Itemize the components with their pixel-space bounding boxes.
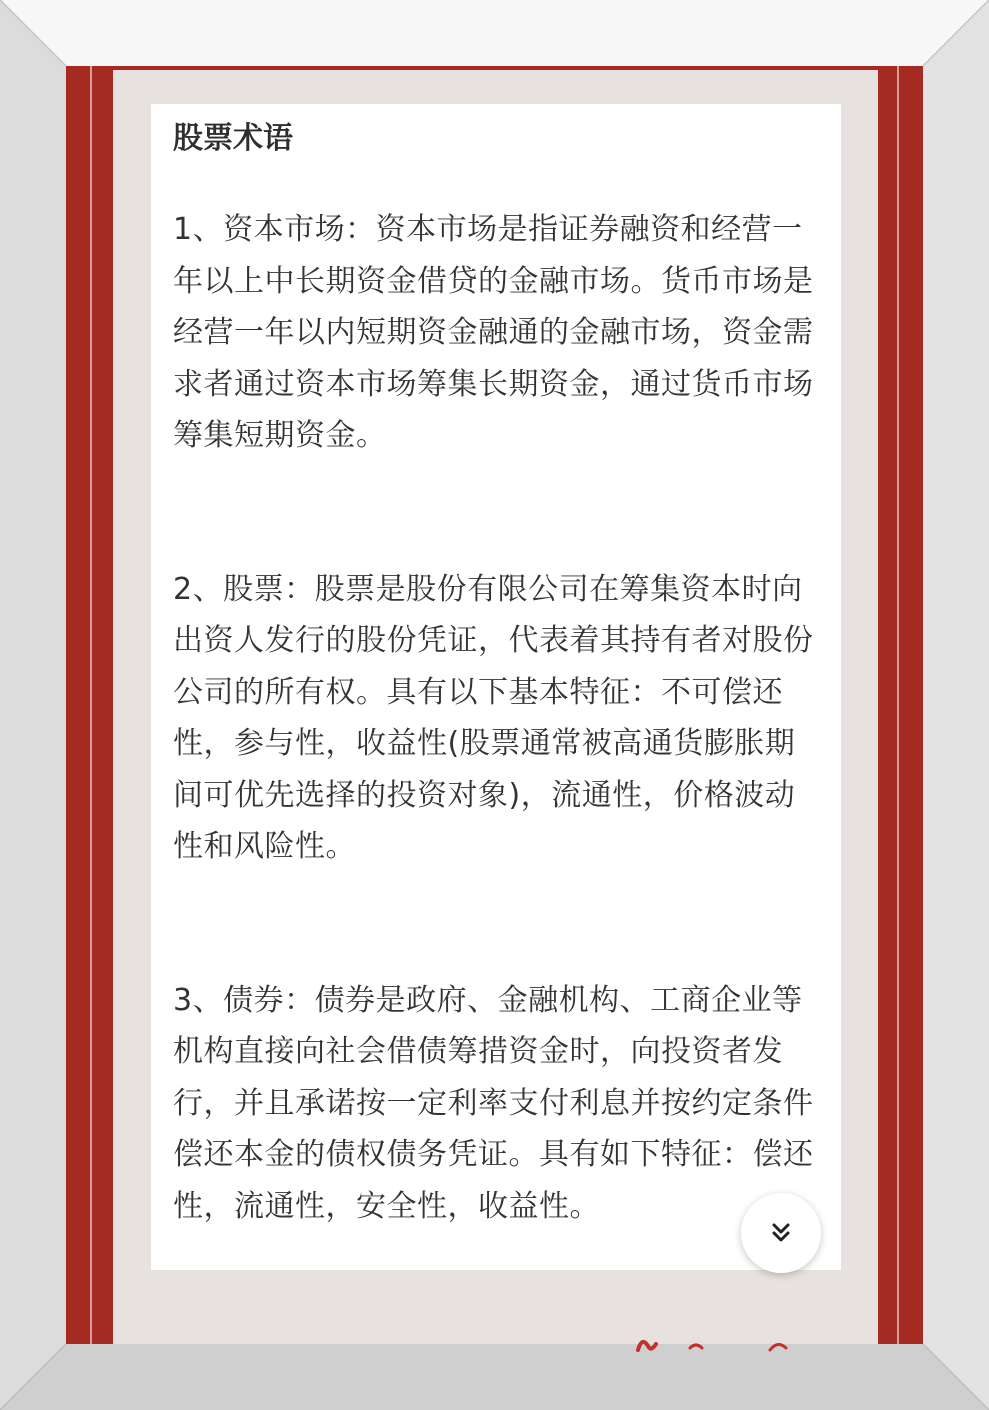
article-title: 股票术语 — [173, 121, 293, 156]
article-card — [151, 104, 841, 1270]
paragraph-capital-market: 1、资本市场：资本市场是指证券融资和经营一年以上中长期资金借贷的金融市场。货币市场是经营一年以内短期资金融通的金融市场，资金需求者通过资本市场筹集长期资金，通过货币市场筹集短期资金。 — [173, 212, 814, 453]
paragraph-stock: 2、股票：股票是股份有限公司在筹集资本时向出资人发行的股份凭证，代表着其持有者对股份公司的所有权。具有以下基本特征：不可偿还性，参与性，收益性(股票通常被高通货膨胀期间可优先选择的投资对象)，流通性，价格波动性和风险性。 — [173, 571, 814, 864]
double-chevron-down-icon — [769, 1221, 793, 1245]
border-line-left — [90, 66, 92, 1344]
paragraph-bond: 3、债券：债券是政府、金融机构、工商企业等机构直接向社会借债筹措资金时，向投资者发行，并且承诺按一定利率支付利息并按约定条件偿还本金的债权债务凭证。具有如下特征：偿还性，流通性，安全性，收益性。 — [173, 982, 814, 1224]
decorative-brush-marks — [620, 1328, 820, 1358]
article-body — [173, 114, 823, 1232]
scroll-down-button[interactable] — [741, 1193, 821, 1273]
border-line-right — [897, 66, 899, 1344]
